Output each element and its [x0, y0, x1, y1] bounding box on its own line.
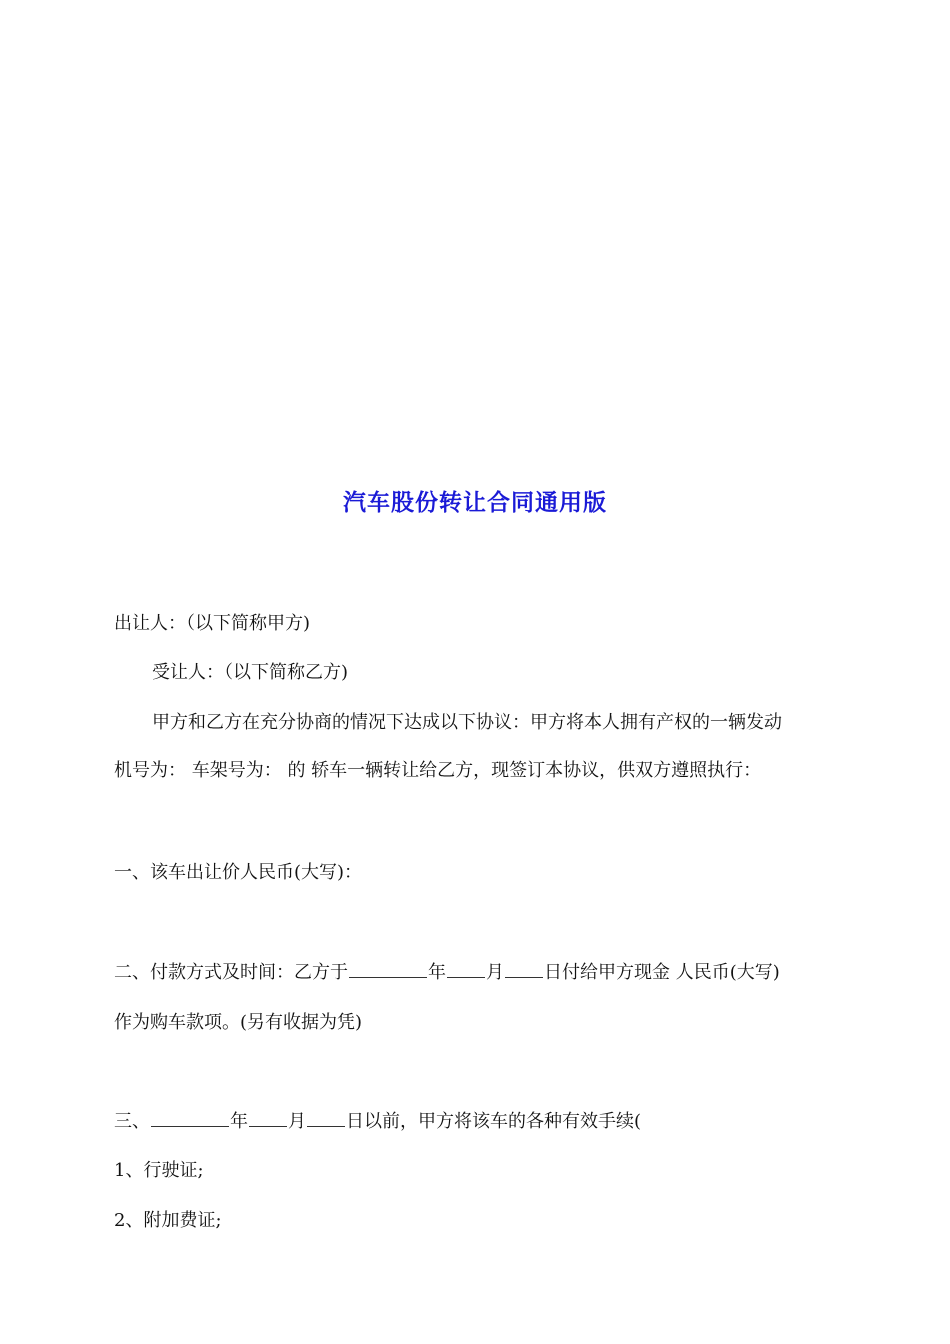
clause-3-line1 [114, 1107, 641, 1133]
transferor-line: 出让人：（以下简称甲方) [114, 613, 311, 634]
month-blank [447, 959, 485, 978]
list-item-surcharge-certificate: 2、附加费证; [114, 1210, 222, 1231]
clause-1: 一、该车出让价人民币(大写)： [114, 862, 363, 883]
year-blank [151, 1108, 229, 1127]
year-label: 年 [428, 962, 446, 983]
transferee-line: 受让人：（以下简称乙方) [152, 662, 349, 683]
intro-paragraph-line2: 机号为： 车架号为： 的 轿车一辆转让给乙方，现签订本协议，供双方遵照执行： [114, 760, 762, 781]
month-label: 月 [486, 962, 504, 983]
year-blank [349, 959, 427, 978]
list-item-driving-license: 1、行驶证; [114, 1160, 204, 1181]
clause-3-suffix: 日以前，甲方将该车的各种有效手续( [346, 1111, 642, 1132]
clause-2-suffix: 日付给甲方现金 人民币(大写) [544, 962, 780, 983]
day-blank [505, 959, 543, 978]
intro-paragraph-line1: 甲方和乙方在充分协商的情况下达成以下协议：甲方将本人拥有产权的一辆发动 [152, 712, 782, 733]
clause-3-prefix: 三、 [114, 1111, 150, 1132]
clause-2-prefix: 二、付款方式及时间：乙方于 [114, 962, 348, 983]
clause-2-line2: 作为购车款项。(另有收据为凭) [114, 1012, 363, 1033]
document-title: 汽车股份转让合同通用版 [343, 489, 607, 516]
month-label: 月 [288, 1111, 306, 1132]
month-blank [249, 1108, 287, 1127]
clause-2-line1 [114, 958, 780, 984]
day-blank [307, 1108, 345, 1127]
year-label: 年 [230, 1111, 248, 1132]
